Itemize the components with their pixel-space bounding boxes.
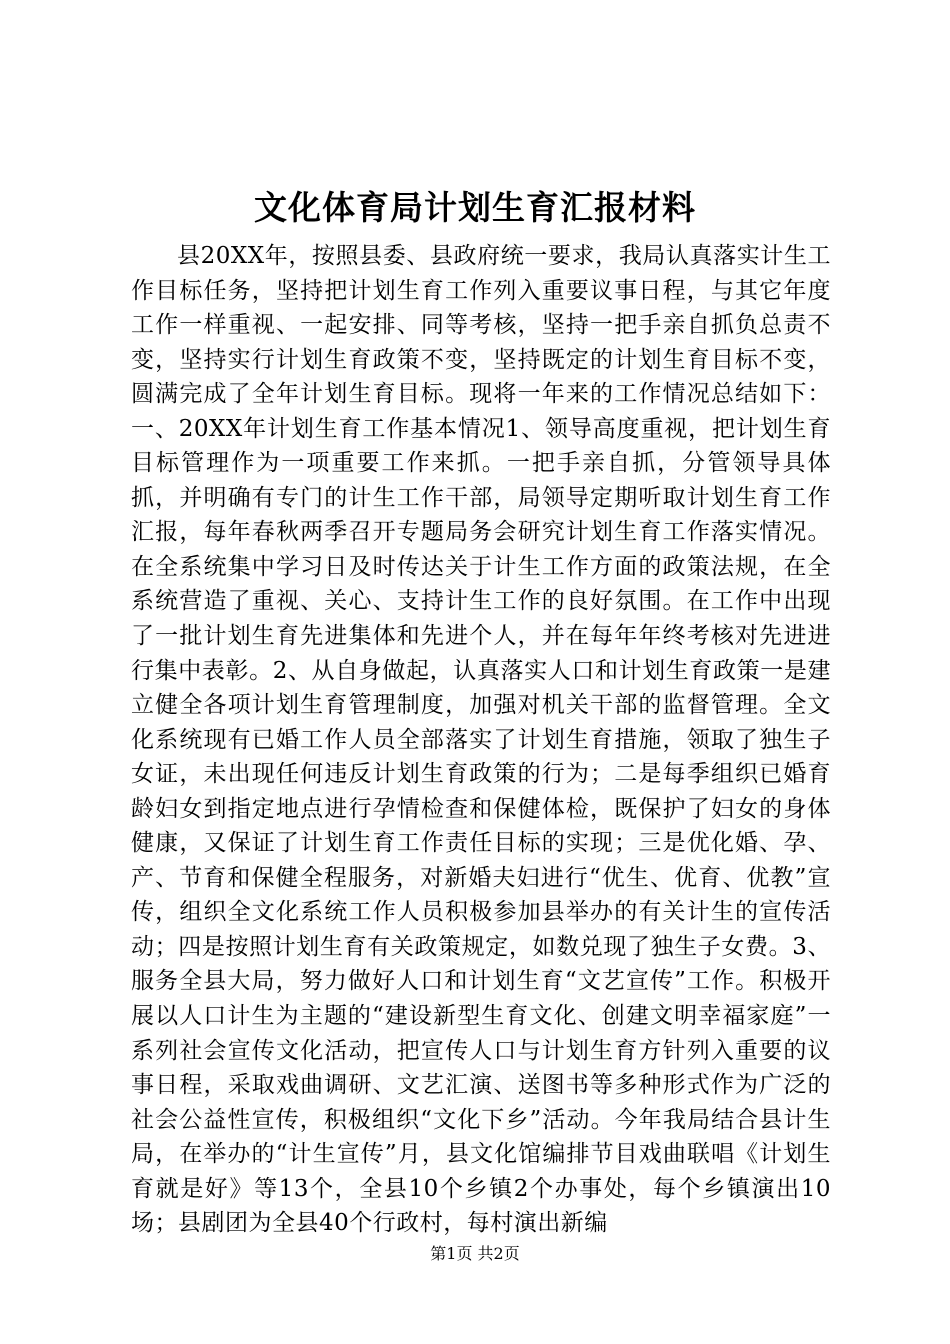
document-body-paragraph: 县20XX年，按照县委、县政府统一要求，我局认真落实计生工作目标任务，坚持把计划生育工作列入重要议事日程，与其它年度工作一样重视、一起安排、同等考核，坚持一把手亲自抓负总责不变，坚持实行计划生育政策不变，坚持既定的计划生育目标不变，圆满完成了全年计划生育目标。现将一年来的工作情况总结如下：一、20XX年计划生育工作基本情况1、领导高度重视，把计划生育目标管理作为一项重要工作来抓。一把手亲自抓，分管领导具体抓，并明确有专门的计生工作干部，局领导定期听取计划生育工作汇报，每年春秋两季召开专题局务会研究计划生育工作落实情况。在全系统集中学习日及时传达关于计生工作方面的政策法规，在全系统营造了重视、关心、支持计生工作的良好氛围。在工作中出现了一批计划生育先进集体和先进个人，并在每年年终考核对先进进行集中表彰。2、从自身做起，认真落实人口和计划生育政策一是建立健全各项计划生育管理制度，加强对机关干部的监督管理。全文化系统现有已婚工作人员全部落实了计划生育措施，领取了独生子女证，未出现任何违反计划生育政策的行为；二是每季组织已婚育龄妇女到指定地点进行孕情检查和保健体检，既保护了妇女的身体健康，又保证了计划生育工作责任目标的实现；三是优化婚、孕、产、节育和保健全程服务，对新婚夫妇进行“优生、优育、优教”宣传，组织全文化系统工作人员积极参加县举办的有关计生的宣传活动；四是按照计划生育有关政策规定，如数兑现了独生子女费。3、服务全县大局，努力做好人口和计划生育“文艺宣传”工作。积极开展以人口计生为主题的“建设新型生育文化、创建文明幸福家庭”一系列社会宣传文化活动，把宣传人口与计划生育方针列入重要的议事日程，采取戏曲调研、文艺汇演、送图书等多种形式作为广泛的社会公益性宣传，积极组织“文化下乡”活动。今年我局结合县计生局，在举办的“计生宣传”月，县文化馆编排节目戏曲联唱《计划生育就是好》等13个，全县10个乡镇2个办事处，每个乡镇演出10场；县剧团为全县40个行政村，每村演出新编	[131, 243, 831, 1237]
document-title: 文化体育局计划生育汇报材料	[254, 188, 696, 227]
page-number-footer: 第1页 共2页	[430, 1244, 520, 1263]
